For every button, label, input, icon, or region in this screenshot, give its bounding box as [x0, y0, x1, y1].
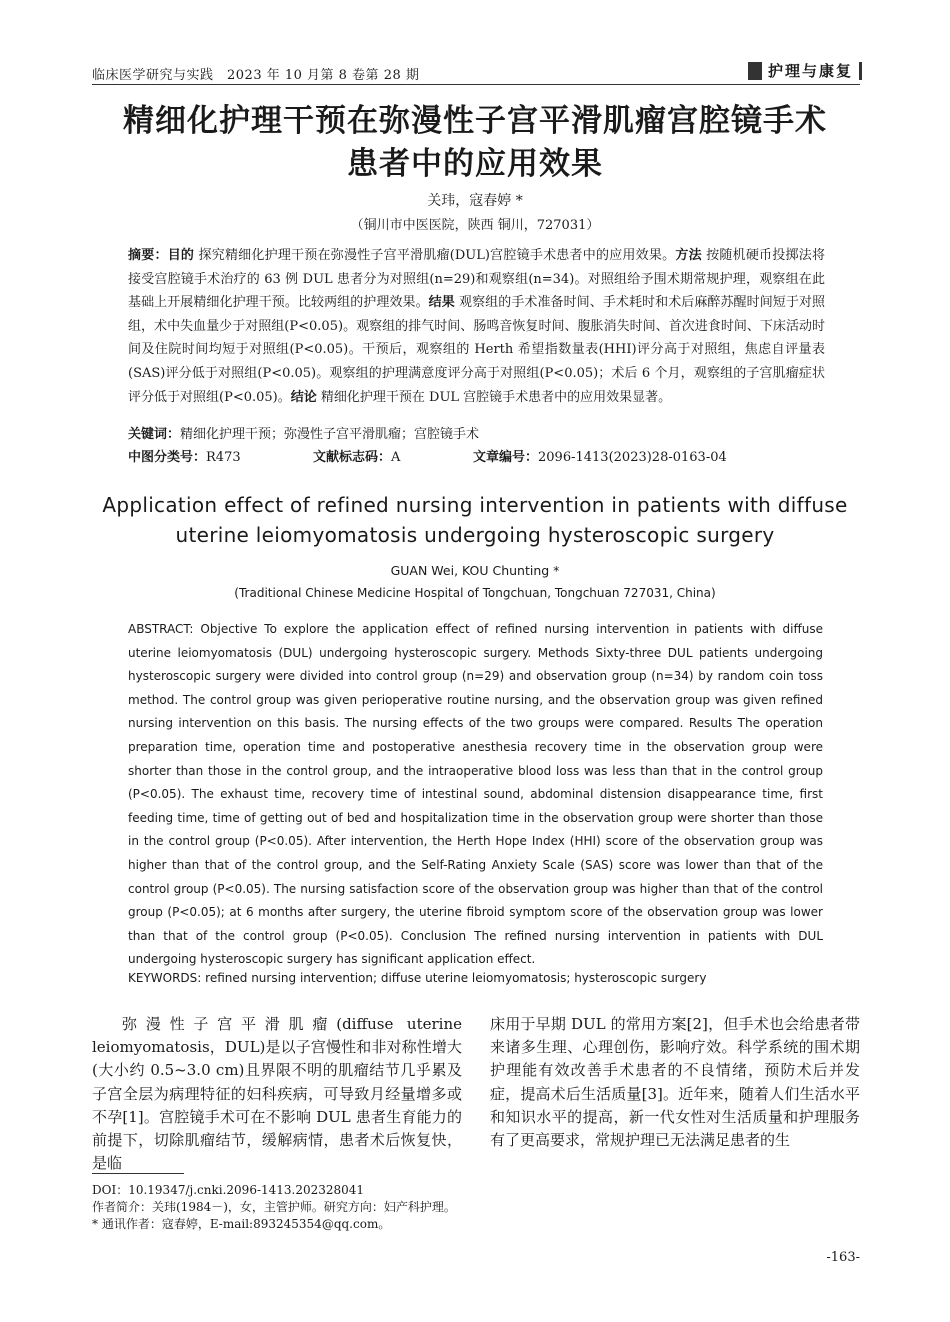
section-end-bar-icon	[859, 62, 862, 80]
clc-item	[128, 446, 313, 465]
results-label: 结果	[428, 295, 455, 311]
article-no-label: 文章编号：	[473, 450, 539, 465]
journal-header: 临床医学研究与实践 2023 年 10 月第 8 卷第 28 期	[92, 68, 420, 83]
cn-keywords-text: 精细化护理干预；弥漫性子宫平滑肌瘤；宫腔镜手术	[180, 427, 480, 442]
classification-row	[128, 446, 828, 465]
doc-code-value: A	[391, 450, 401, 465]
doc-code-label: 文献标志码：	[313, 450, 392, 465]
cn-title-line1: 精细化护理干预在弥漫性子宫平滑肌瘤宫腔镜手术	[123, 103, 827, 139]
en-abstract	[128, 618, 823, 972]
en-title	[60, 490, 890, 550]
body-left-column: 弥漫性子宫平滑肌瘤(diffuse uterine leiomyomatosis，DUL)是以子宫慢性和非对称性增大(大小约 0.5~3.0 cm)且界限不明的肌瘤结节几乎累及子宫全层为病理特征的妇科疾病，可导致月经量增多或不孕[1]。宫腔镜手术可在不影响 DUL 患者生育能力的前提下，切除肌瘤结节，缓解病情，患者术后恢复快，是临	[92, 1015, 462, 1173]
header-rule	[92, 84, 860, 85]
page-number: -163-	[826, 1250, 860, 1265]
cn-keywords-label: 关键词：	[128, 427, 181, 442]
objective-label: 目的	[167, 248, 195, 263]
cn-keywords	[128, 423, 479, 442]
cn-title-line2: 患者中的应用效果	[347, 146, 603, 182]
en-authors: GUAN Wei, KOU Chunting *	[390, 563, 560, 578]
body-right-column: 床用于早期 DUL 的常用方案[2]，但手术也会给患者带来诸多生理、心理创伤，影响疗效。科学系统的围术期护理能有效改善手术患者的不良情绪，预防术后并发症，提高术后生活质量[3]。近年来，随着人们生活水平和知识水平的提高，新一代女性对生活质量和护理服务有了更高要求，常规护理已无法满足患者的生	[490, 1015, 860, 1150]
en-affiliation: (Traditional Chinese Medicine Hospital of Tongchuan, Tongchuan 727031, China)	[234, 586, 716, 600]
conclusion-text: 精细化护理干预在 DUL 宫腔镜手术患者中的应用效果显著。	[316, 389, 672, 405]
article-no-item	[473, 446, 727, 465]
cn-title	[60, 100, 890, 186]
en-keywords	[128, 971, 828, 985]
objective-text: 探究精细化护理干预在弥漫性子宫平滑肌瘤(DUL)宫腔镜手术患者中的应用效果。	[194, 248, 676, 263]
article-no-value: 2096-1413(2023)28-0163-04	[538, 450, 727, 465]
conclusion-label: 结论	[290, 389, 317, 405]
en-title-line1: Application effect of refined nursing intervention in patients with diffuse	[102, 493, 848, 517]
doc-code-item	[313, 446, 473, 465]
results-text: 观察组的手术准备时间、手术耗时和术后麻醉苏醒时间短于对照组，术中失血量少于对照组(P<0.05)。观察组的排气时间、肠鸣音恢复时间、腹胀消失时间、首次进食时间、下床活动时间及住院时间均短于对照组(P<0.05)。干预后，观察组的 Herth 希望指数量表(HHI)评分高于对照组，焦虑自评量表(SAS)评分低于对照组(P<0.05)。观察组的护理满意度评分高于对照组(P<0.05)；术后 6 个月，观察组的子宫肌瘤症状评分低于对照组(P<0.05)。	[128, 295, 825, 405]
en-title-line2: uterine leiomyomatosis undergoing hysteroscopic surgery	[175, 523, 775, 547]
footnote-doi: DOI：10.19347/j.cnki.2096-1413.202328041	[92, 1183, 365, 1197]
cn-authors: 关玮，寇春婷 *	[427, 193, 523, 209]
en-keywords-label: KEYWORDS:	[128, 971, 202, 985]
section-badge	[748, 60, 862, 81]
section-label: 护理与康复	[767, 62, 853, 80]
footnote-author-intro: 作者简介：关玮(1984－)，女，主管护师。研究方向：妇产科护理。	[92, 1200, 456, 1214]
methods-text: 按随机硬币投掷法将接受宫腔镜手术治疗的 63 例 DUL 患者分为对照组(n=29)和观察组(n=34)。对照组给予围术期常规护理，观察组在此基础上开展精细化护理干预。比较两组的护理效果。	[128, 248, 825, 311]
cn-abstract	[128, 244, 825, 409]
footnote-rule	[92, 1173, 184, 1174]
en-keywords-text: refined nursing intervention; diffuse uterine leiomyomatosis; hysteroscopic surgery	[201, 971, 707, 985]
section-bar-icon	[748, 62, 762, 80]
en-abstract-text: Objective To explore the application effect of refined nursing intervention in patients with diffuse uterine leiomyomatosis (DUL) undergoing hysteroscopic surgery. Methods Sixty-three DUL patients undergoing hysteroscopic surgery were divided into control group (n=29) and observation group (n=34) by random coin toss method. The control group was given perioperative routine nursing, and the observation group was given refined nursing intervention on this basis. The nursing effects of the two groups were compared. Results The operation preparation time, operation time and postoperative anesthesia recovery time in the observation group were shorter than those in the control group, and the intraoperative blood loss was less than that in the control group (P<0.05). The exhaust time, recovery time of intestinal sound, abdominal distension disappearance time, first feeding time, time of getting out of bed and hospitalization time in the observation group were shorter than those in the control group (P<0.05). After intervention, the Herth Hope Index (HHI) score of the observation group was higher than that of the control group, and the Self-Rating Anxiety Scale (SAS) score was lower than that of the control group (P<0.05). The nursing satisfaction score of the observation group was higher than that of the control group (P<0.05); at 6 months after surgery, the uterine fibroid symptom score of the observation group was lower than that of the control group (P<0.05). Conclusion The refined nursing intervention in patients with DUL undergoing hysteroscopic surgery has significant application effect.	[128, 622, 823, 967]
footnote-corresponding: * 通讯作者：寇春婷，E-mail:893245354@qq.com。	[92, 1217, 391, 1231]
clc-label: 中图分类号：	[128, 450, 207, 465]
cn-abstract-label: 摘要：	[128, 248, 168, 263]
en-abstract-label: ABSTRACT:	[128, 622, 194, 636]
clc-value: R473	[206, 450, 241, 465]
footnotes	[92, 1182, 852, 1233]
cn-affiliation: （铜川市中医医院，陕西 铜川，727031）	[350, 218, 600, 233]
methods-label: 方法	[675, 248, 702, 263]
